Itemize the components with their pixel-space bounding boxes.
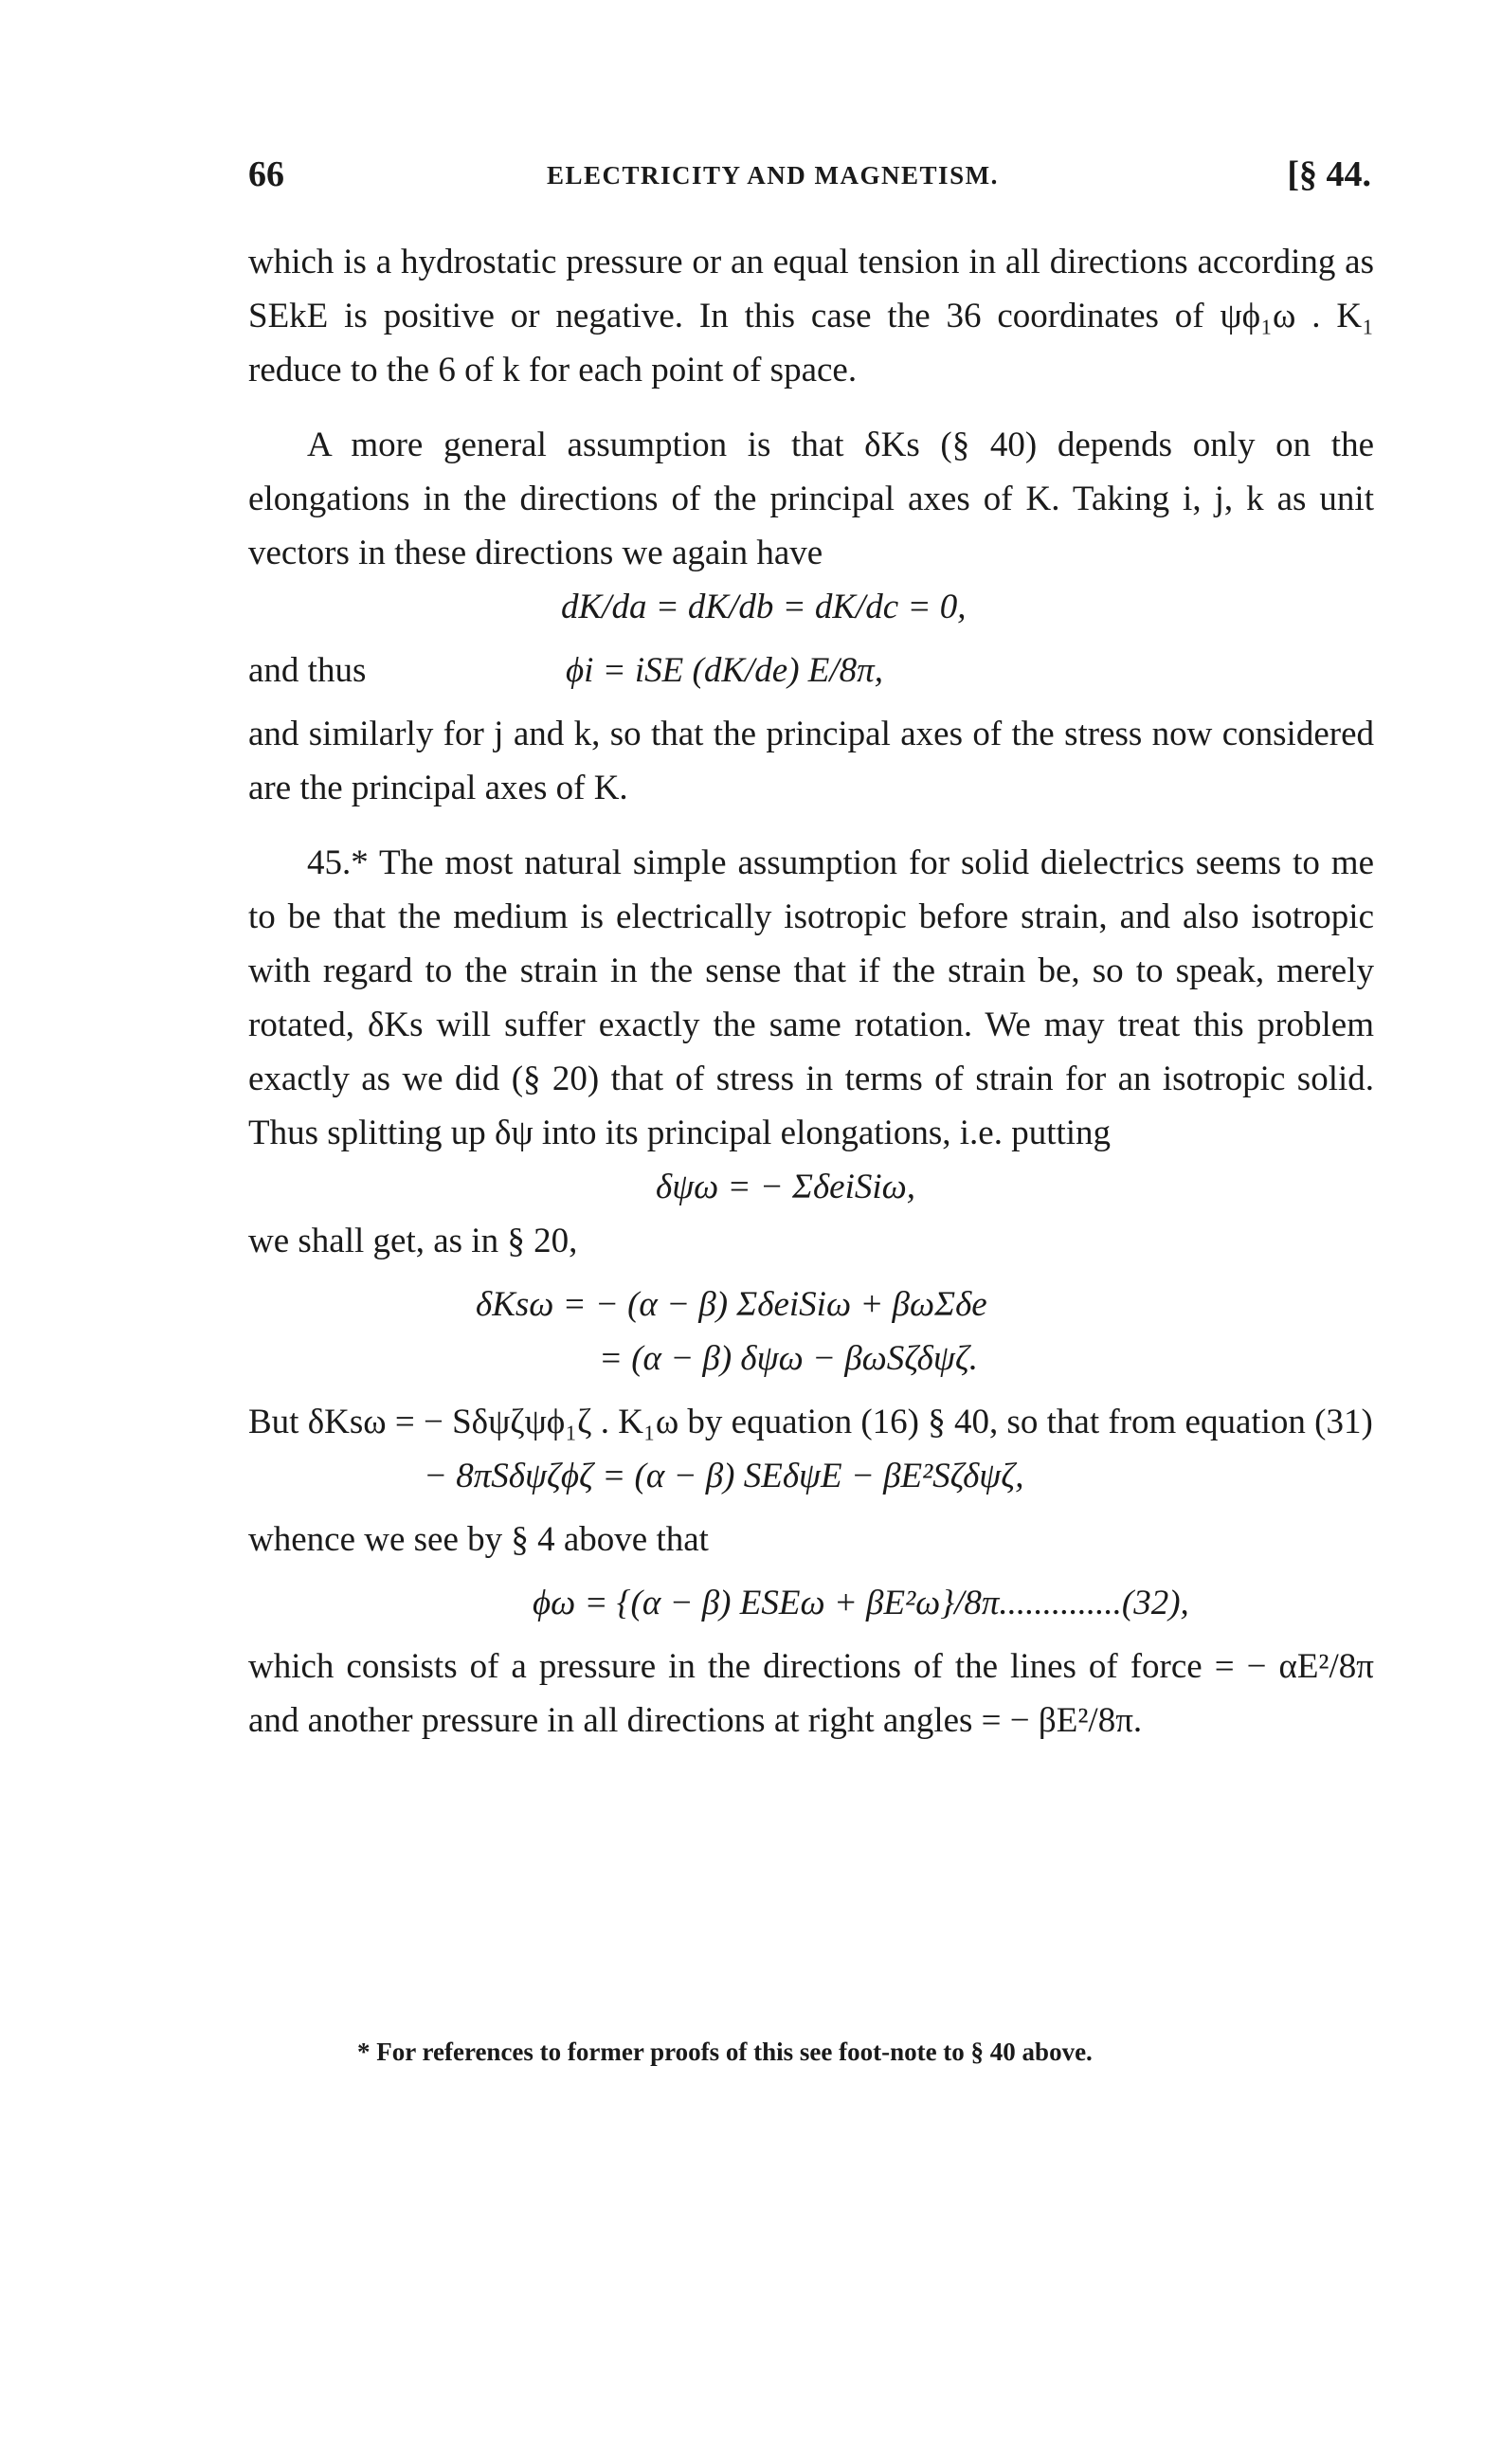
page-number: 66	[248, 154, 284, 194]
section-mark: [§ 44.	[1287, 154, 1371, 194]
page-header	[248, 154, 1371, 201]
footnote: * For references to former proofs of this see foot-note to § 40 above.	[357, 2038, 1093, 2066]
equation-row	[248, 643, 1374, 698]
paragraph-1: which is a hydrostatic pressure or an equal tension in all directions according as SEkE is positive or negative. In this case the 36 coordinates of ψϕ₁ω . K₁ reduce to the 6 of k for each point of space.	[248, 243, 1374, 390]
equation-4b: = (α − β) δψω − βωSζδψζ.	[599, 1339, 979, 1378]
running-title: ELECTRICITY AND MAGNETISM.	[547, 161, 999, 190]
equation-6: ϕω = {(α − β) ESEω + βE²ω}/8π..............(32),	[533, 1584, 1189, 1622]
equation-row	[248, 1277, 1374, 1332]
equation-4a: δKsω = − (α − β) ΣδeiSiω + βωΣδe	[476, 1285, 987, 1324]
paragraph-4: 45.* The most natural simple assumption for solid dielectrics seems to me to be that the medium is electrically isotropic before strain, and also isotropic with regard to the strain in the sense that if the strain be, so to speak, merely rotated, δKs will suffer exactly the same rotation. We may treat this problem exactly as we did (§ 20) that of stress in terms of strain for an isotropic solid. Thus splitting up δψ into its principal elongations, i.e. putting	[248, 843, 1374, 1152]
equation-row	[248, 1576, 1374, 1630]
paragraph-6: But δKsω = − Sδψζψϕ₁ζ . K₁ω by equation (16) § 40, so that from equation (31)	[248, 1403, 1373, 1441]
equation-row	[248, 1449, 1374, 1503]
equation-row	[248, 1160, 1374, 1214]
equation-label: and thus	[248, 651, 367, 690]
equation-1: dK/da = dK/db = dK/dc = 0,	[561, 588, 967, 626]
equation-3: δψω = − ΣδeiSiω,	[656, 1168, 916, 1206]
paragraph-2: A more general assumption is that δKs (§ 40) depends only on the elongations in the directions of the principal axes of K. Taking i, j, k as unit vectors in these directions we again have	[248, 426, 1374, 572]
equation-2: ϕi = iSE (dK/de) E/8π,	[566, 651, 883, 690]
page-body	[248, 235, 1374, 1748]
paragraph-7: whence we see by § 4 above that	[248, 1520, 709, 1559]
paragraph-8: which consists of a pressure in the directions of the lines of force = − αE²/8π and another pressure in all directions at right angles = − βE²/8π.	[248, 1647, 1374, 1740]
paragraph-3: and similarly for j and k, so that the principal axes of the stress now considered are the principal axes of K.	[248, 715, 1374, 807]
equation-5: − 8πSδψζϕζ = (α − β) SEδψE − βE²Sζδψζ,	[424, 1457, 1024, 1495]
paragraph-5: we shall get, as in § 20,	[248, 1222, 578, 1260]
equation-row	[248, 1332, 1374, 1386]
equation-row	[248, 580, 1374, 634]
